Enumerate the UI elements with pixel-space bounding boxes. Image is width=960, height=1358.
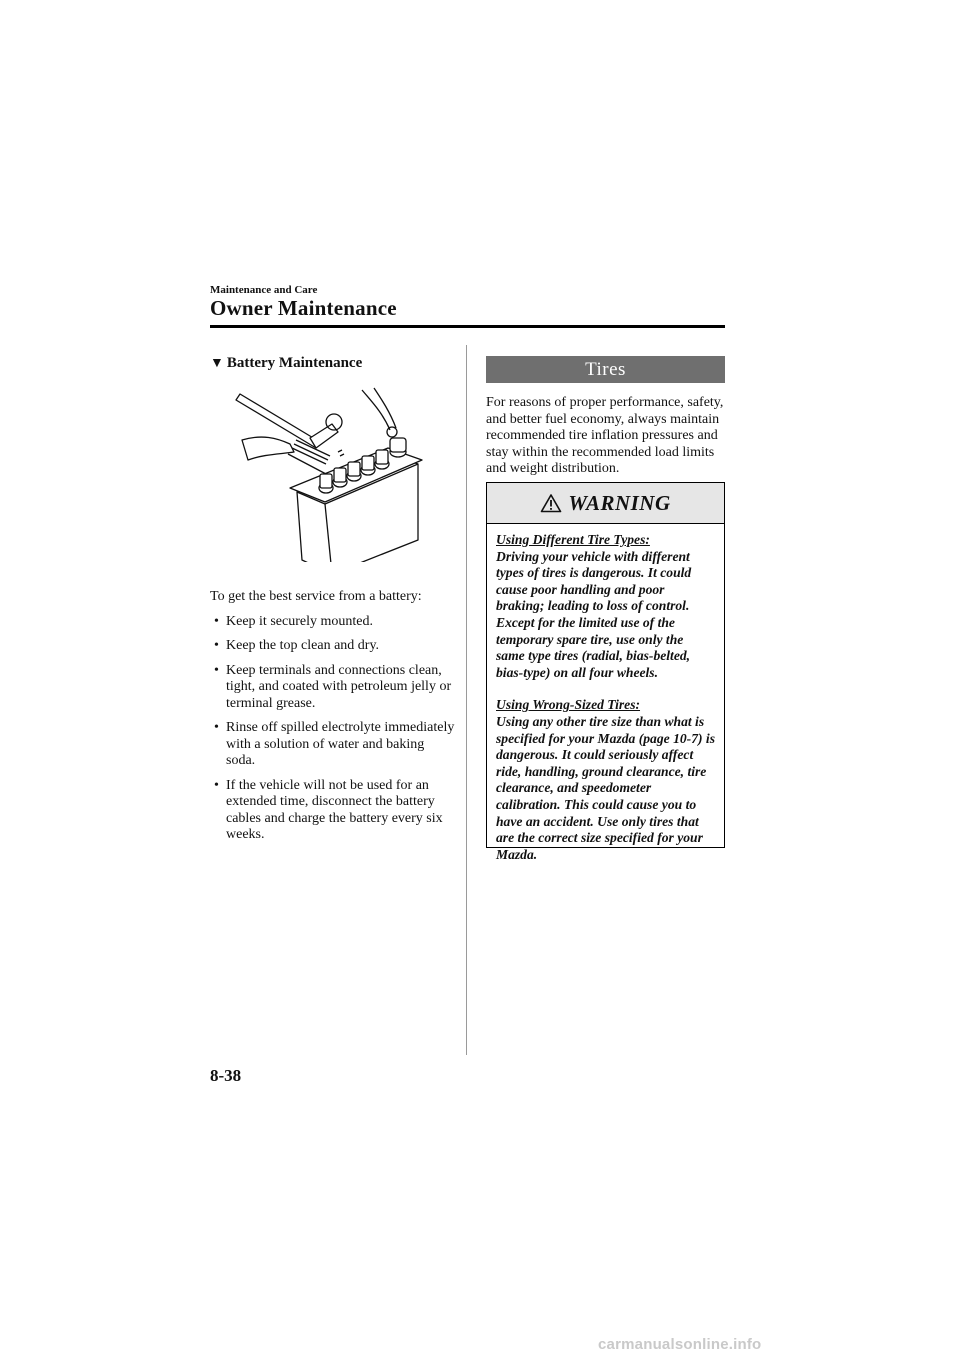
- warning-triangle-icon: [540, 493, 562, 513]
- bullet-icon: •: [214, 638, 219, 653]
- bullet-icon: •: [214, 720, 219, 735]
- tires-paragraph: For reasons of proper performance, safety, and better fuel economy, always maintain recommended tire inflation pressures and stay within the recommended load limits and weight distribution.: [486, 395, 724, 476]
- battery-section: [210, 355, 455, 852]
- bullet-icon: •: [214, 613, 219, 629]
- watermark: carmanualsonline.info: [598, 1336, 762, 1353]
- column-divider: [466, 345, 467, 1055]
- bullet-icon: •: [214, 777, 219, 793]
- warning-subheading-tire-types: Using Different Tire Types:: [496, 532, 650, 547]
- warning-title: WARNING: [568, 490, 671, 515]
- list-item: • Keep terminals and connections clean, tight, and coated with petroleum jelly or terminal grease.: [214, 662, 452, 711]
- warning-header: [487, 483, 724, 524]
- list-item: • Keep it securely mounted.: [214, 613, 373, 629]
- list-item: • If the vehicle will not be used for an extended time, disconnect the battery cables and charge the battery every six weeks.: [214, 777, 443, 842]
- down-triangle-icon: ▼: [210, 355, 224, 371]
- list-item: • Rinse off spilled electrolyte immediately with a solution of water and baking soda.: [214, 720, 455, 768]
- page-title: Owner Maintenance: [210, 296, 397, 320]
- title-rule: [210, 325, 725, 328]
- battery-cleaning-illustration: [222, 382, 442, 562]
- battery-intro: To get the best service from a battery:: [210, 589, 422, 604]
- warning-body: [487, 524, 724, 863]
- bullet-icon: •: [214, 662, 219, 678]
- warning-text-tire-types: Driving your vehicle with different types of tires is dangerous. It could cause poor handling and poor braking; leading to loss of control. Except for the limited use of the temporary spare tire, use only the same type tires (radial, bias-belted, bias-type) on all four wheels.: [496, 548, 692, 680]
- battery-subhead-text: Battery Maintenance: [226, 355, 363, 371]
- warning-box: [486, 482, 725, 862]
- tires-heading: Tires: [486, 356, 725, 383]
- warning-text-tire-size: Using any other tire size than what is specified for your Mazda (page 10-7) is dangerous. It could seriously affect ride, handling, ground clearance, tire clearance, and speedometer calibration. This could cause you to have an accident. Use only tires that are the correct size specified for your Mazda.: [496, 713, 715, 862]
- battery-bullet-list: [210, 614, 455, 844]
- tires-section: [486, 356, 725, 478]
- section-label: Maintenance and Care: [210, 284, 318, 296]
- page-number: 8-38: [210, 1066, 242, 1085]
- list-item: • Keep the top clean and dry.: [214, 638, 380, 653]
- warning-subheading-tire-size: Using Wrong-Sized Tires:: [496, 697, 641, 713]
- battery-subhead: [210, 355, 455, 372]
